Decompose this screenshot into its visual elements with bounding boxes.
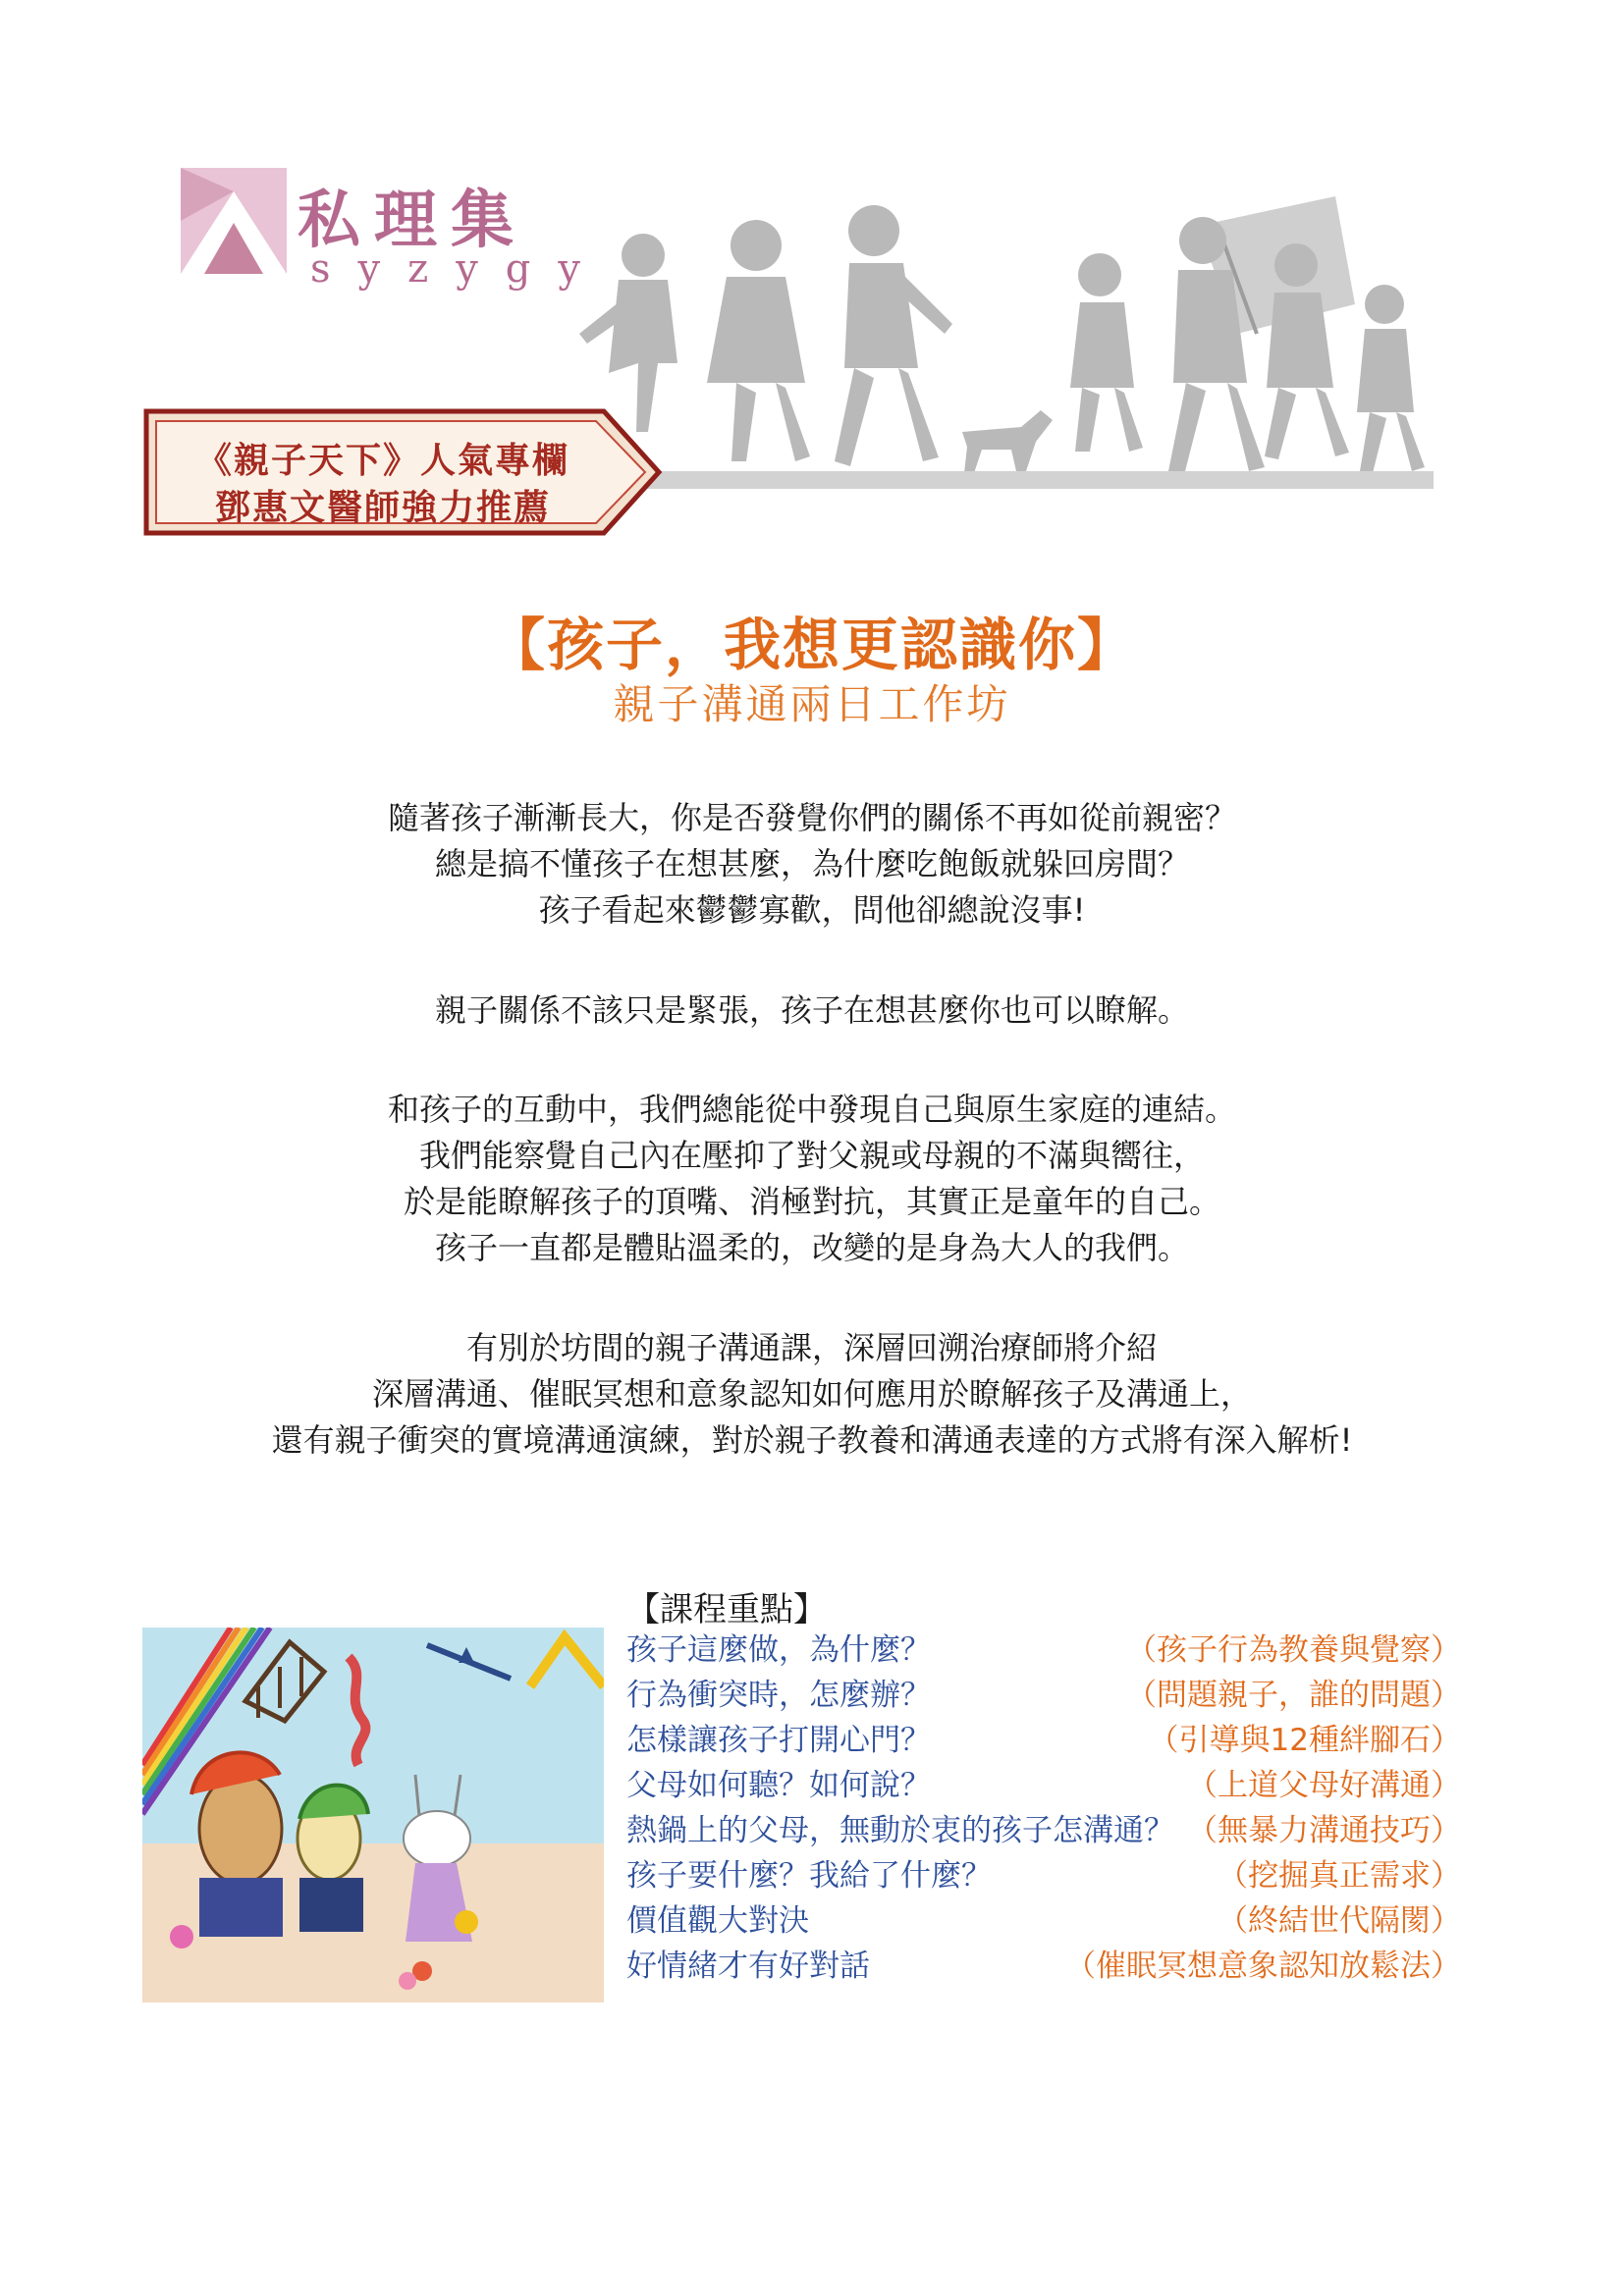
- course-topic: （上道父母好溝通）: [1187, 1768, 1461, 1803]
- text-line: 於是能瞭解孩子的頂嘴、消極對抗，其實正是童年的自己。: [403, 1183, 1220, 1220]
- promo-line-2: 鄧惠文醫師強力推薦: [214, 488, 551, 528]
- course-topic: （孩子行為教養與覺察）: [1126, 1632, 1461, 1668]
- course-list: [626, 1628, 1461, 1989]
- course-item: [626, 1853, 1461, 1898]
- reflection-paragraph: [0, 1087, 1624, 1271]
- course-item: [626, 1944, 1461, 1989]
- promo-badge: [142, 407, 663, 537]
- family-silhouette-illustration: [550, 187, 1434, 501]
- statement-paragraph: [0, 988, 1624, 1034]
- logo-chinese-name: 私理集: [298, 184, 527, 257]
- course-question: 孩子這麼做，為什麼？: [626, 1632, 931, 1668]
- course-topic: （問題親子，誰的問題）: [1126, 1678, 1461, 1713]
- course-question: 行為衝突時，怎麼辦？: [626, 1678, 931, 1713]
- course-question: 怎樣讓孩子打開心門？: [626, 1723, 931, 1758]
- syzygy-logo: [175, 162, 608, 299]
- page-subtitle: 親子溝通兩日工作坊: [613, 680, 1011, 728]
- text-line: 親子關係不該只是緊張，孩子在想甚麼你也可以瞭解。: [434, 991, 1189, 1029]
- course-heading: 【課程重點】: [626, 1590, 827, 1629]
- course-item: [626, 1763, 1461, 1808]
- text-line: 深層溝通、催眠冥想和意象認知如何應用於瞭解孩子及溝通上，: [371, 1375, 1252, 1413]
- course-topic: （引導與12種絆腳石）: [1148, 1723, 1461, 1758]
- course-item: [626, 1718, 1461, 1763]
- text-line: 有別於坊間的親子溝通課，深層回溯治療師將介紹: [465, 1329, 1158, 1366]
- text-line: 還有親子衝突的實境溝通演練，對於親子教養和溝通表達的方式將有深入解析!: [271, 1421, 1353, 1459]
- course-question: 父母如何聽？如何說？: [626, 1768, 931, 1803]
- course-item: [626, 1628, 1461, 1673]
- course-topic: （挖掘真正需求）: [1218, 1858, 1461, 1894]
- course-intro-paragraph: [0, 1325, 1624, 1464]
- course-item: [626, 1898, 1461, 1944]
- text-line: 孩子看起來鬱鬱寡歡，問他卻總說沒事!: [538, 891, 1086, 929]
- logo-mark-icon: [175, 162, 293, 280]
- course-question: 好情緒才有好對話: [626, 1949, 870, 1984]
- intro-paragraph: [0, 795, 1624, 934]
- text-line: 和孩子的互動中，我們總能從中發現自己與原生家庭的連結。: [387, 1091, 1236, 1128]
- course-item: [626, 1808, 1461, 1853]
- course-item: [626, 1673, 1461, 1718]
- logo-english-name: syzygy: [310, 246, 608, 292]
- course-question: 熱鍋上的父母，無動於衷的孩子怎溝通？: [626, 1813, 1174, 1848]
- text-line: 孩子一直都是體貼溫柔的，改變的是身為大人的我們。: [434, 1229, 1189, 1266]
- promo-line-1: 《親子天下》人氣專欄: [195, 441, 569, 481]
- course-question: 孩子要什麼？我給了什麼？: [626, 1858, 992, 1894]
- page-title: 【孩子，我想更認識你】: [487, 612, 1136, 678]
- child-drawing-image: [142, 1628, 604, 2002]
- course-topic: （催眠冥想意象認知放鬆法）: [1065, 1949, 1461, 1984]
- text-line: 隨著孩子漸漸長大，你是否發覺你們的關係不再如從前親密？: [387, 799, 1236, 836]
- course-topic: （終結世代隔閡）: [1218, 1903, 1461, 1939]
- course-topic: （無暴力溝通技巧）: [1187, 1813, 1461, 1848]
- course-question: 價值觀大對決: [626, 1903, 809, 1939]
- text-line: 總是搞不懂孩子在想甚麼，為什麼吃飽飯就躲回房間？: [434, 845, 1189, 882]
- text-line: 我們能察覺自己內在壓抑了對父親或母親的不滿與嚮往，: [418, 1137, 1205, 1174]
